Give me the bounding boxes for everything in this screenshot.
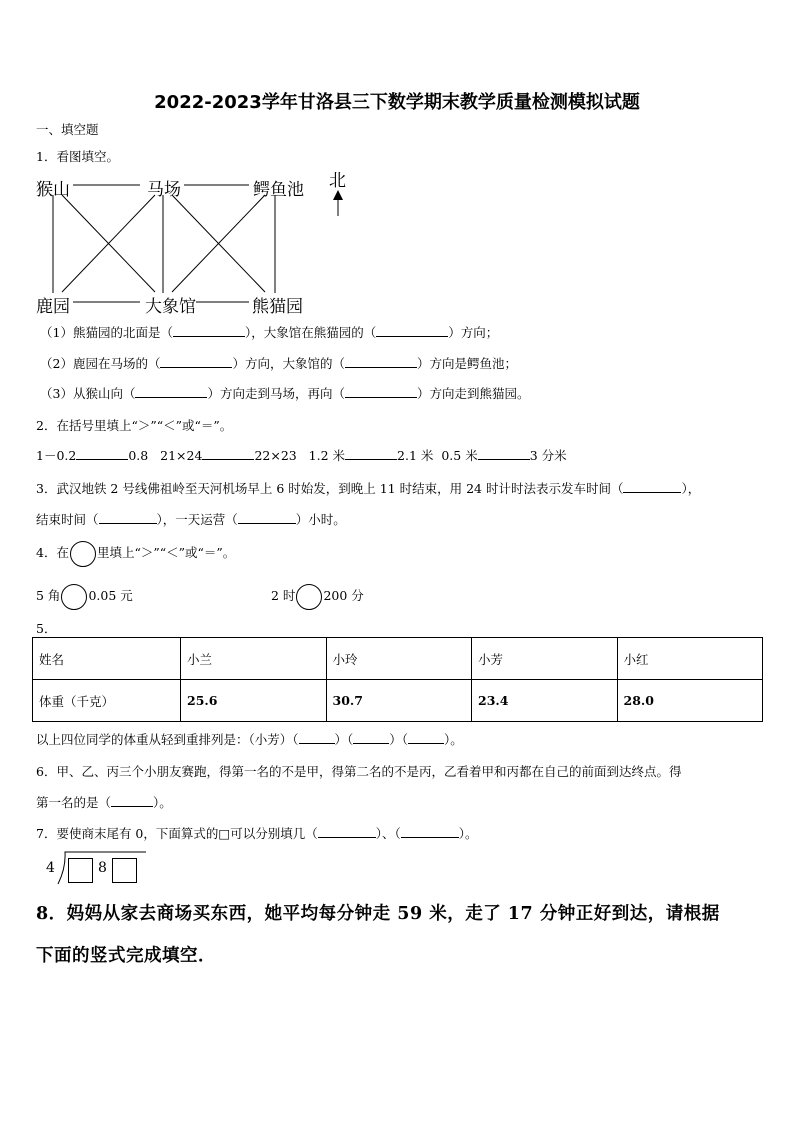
- answer-blank[interactable]: [408, 730, 444, 744]
- answer-blank[interactable]: [99, 510, 157, 524]
- q6-line1: 6．甲、乙、丙三个小朋友赛跑，得第一名的不是甲，得第二名的不是丙，乙看着甲和丙都在自己的前面到达终点。得: [36, 764, 682, 779]
- answer-blank[interactable]: [345, 384, 417, 398]
- table-header-row: [33, 638, 763, 680]
- q7-digit: 8: [98, 860, 107, 876]
- place-machang: 马场: [147, 180, 181, 200]
- section-heading: 一、填空题: [36, 122, 99, 137]
- table-row: [33, 680, 763, 722]
- place-luyuan: 鹿园: [36, 297, 70, 317]
- answer-blank[interactable]: [345, 354, 417, 368]
- place-eyuchi: 鳄鱼池: [253, 180, 304, 200]
- q8-line1: 8．妈妈从家去商场买东西，她平均每分钟走 59 米，走了 17 分钟正好到达，请根据: [36, 904, 720, 924]
- q1-stem: 1．看图填空。: [36, 149, 119, 164]
- answer-blank[interactable]: [111, 793, 153, 807]
- compare-circle[interactable]: [61, 584, 87, 610]
- table-row-label: 体重（千克）: [33, 680, 181, 722]
- answer-blank[interactable]: [238, 510, 296, 524]
- answer-blank[interactable]: [173, 323, 245, 337]
- answer-blank[interactable]: [401, 824, 459, 838]
- q7-stem: 7．要使商末尾有 0，下面算式的□可以分别填几（ ）、（ ）。: [36, 826, 478, 841]
- q5-order: 以上四位同学的体重从轻到重排列是：（小芳）（ ）（ ）（ ）。: [36, 732, 463, 747]
- answer-blank[interactable]: [353, 730, 389, 744]
- q2-stem: 2．在括号里填上“＞”“＜”或“＝”。: [36, 418, 233, 433]
- q4-expr2: 2 时 200 分: [271, 583, 364, 610]
- answer-blank[interactable]: [376, 323, 448, 337]
- circle-icon: [70, 541, 96, 567]
- compare-blank[interactable]: [202, 446, 254, 460]
- table-cell: 23.4: [472, 680, 618, 722]
- table-header-cell: 姓名: [33, 638, 181, 680]
- north-arrow-head: [333, 190, 343, 200]
- q1-sub1: （1）熊猫园的北面是（ ），大象馆在熊猫园的（ ）方向；: [40, 325, 499, 340]
- q2-expressions: 1－0.2 0.8 21×24 22×23 1.2 米 2.1 米 0.5 米 3 分米: [36, 448, 567, 463]
- digit-box[interactable]: [112, 858, 137, 883]
- table-cell: 30.7: [326, 680, 472, 722]
- q1-sub2: （2）鹿园在马场的（ ）方向，大象馆的（ ）方向是鳄鱼池；: [40, 356, 517, 371]
- answer-blank[interactable]: [318, 824, 376, 838]
- q4-expr1: 5 角 0.05 元: [36, 583, 133, 610]
- digit-box[interactable]: [68, 858, 93, 883]
- q5-number: 5．: [36, 621, 57, 636]
- q3-line1: 3．武汉地铁 2 号线佛祖岭至天河机场早上 6 时始发，到晚上 11 时结束，用 24 时计时法表示发车时间（ ），: [36, 481, 701, 496]
- place-daxiangguan: 大象馆: [145, 297, 196, 317]
- page-title: 2022-2023学年甘洛县三下数学期末教学质量检测模拟试题: [154, 92, 640, 113]
- north-label: 北: [329, 171, 346, 191]
- weight-table: [32, 637, 763, 722]
- q3-line2: 结束时间（ ），一天运营（ ）小时。: [36, 512, 346, 527]
- table-header-cell: 小红: [617, 638, 763, 680]
- answer-blank[interactable]: [135, 384, 207, 398]
- answer-blank[interactable]: [623, 479, 681, 493]
- compare-circle[interactable]: [296, 584, 322, 610]
- answer-blank[interactable]: [299, 730, 335, 744]
- table-header-cell: 小玲: [326, 638, 472, 680]
- compare-blank[interactable]: [478, 446, 530, 460]
- table-header-cell: 小芳: [472, 638, 618, 680]
- place-xiongmaoyuan: 熊猫园: [252, 297, 303, 317]
- q7-divisor: 4: [46, 860, 55, 876]
- q4-stem: 4．在 里填上“＞”“＜”或“＝”。: [36, 540, 235, 567]
- q1-sub3: （3）从猴山向（ ）方向走到马场，再向（ ）方向走到熊猫园。: [40, 386, 530, 401]
- compare-blank[interactable]: [345, 446, 397, 460]
- table-header-cell: 小兰: [181, 638, 327, 680]
- answer-blank[interactable]: [160, 354, 232, 368]
- table-cell: 25.6: [181, 680, 327, 722]
- q6-line2: 第一名的是（ ）。: [36, 795, 172, 810]
- compare-blank[interactable]: [76, 446, 128, 460]
- q1-map-lines: [0, 0, 794, 330]
- table-cell: 28.0: [617, 680, 763, 722]
- q8-line2: 下面的竖式完成填空．: [36, 946, 216, 966]
- place-houshan: 猴山: [36, 180, 70, 200]
